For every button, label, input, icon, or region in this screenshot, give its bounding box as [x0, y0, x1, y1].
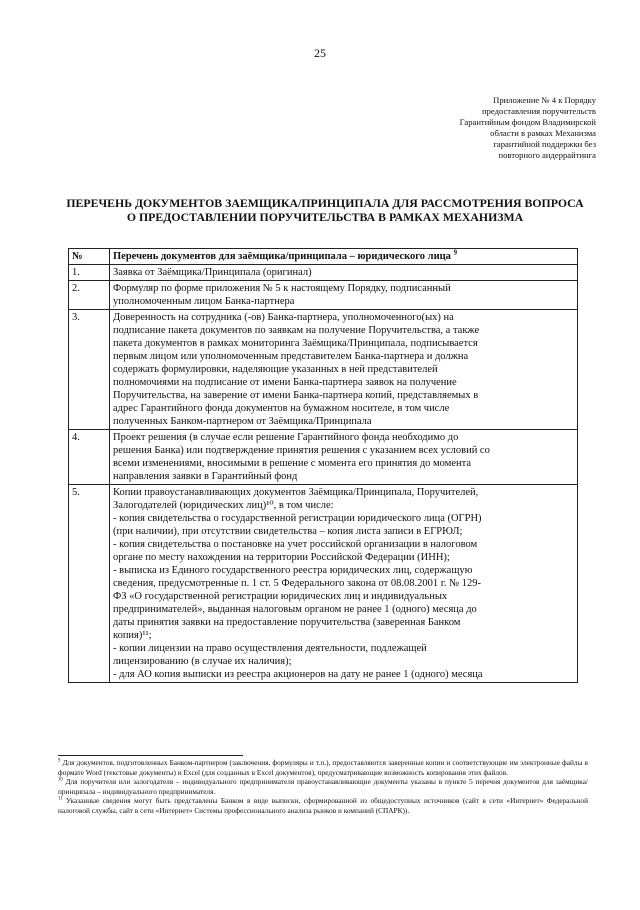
row-text: [110, 265, 578, 281]
table-row: [69, 281, 578, 310]
document-title: [50, 196, 600, 224]
footnote-list: [58, 758, 588, 815]
row-text-line: (при наличии), при отсутствии свидетельства – копия листа записи в ЕГРЮЛ;: [113, 526, 463, 537]
row-number: 1.: [69, 265, 110, 281]
row-text: [110, 281, 578, 310]
document-title-line-1: ПЕРЕЧЕНЬ ДОКУМЕНТОВ ЗАЕМЩИКА/ПРИНЦИПАЛА ДЛЯ РАССМОТРЕНИЯ ВОПРОСА: [66, 196, 584, 210]
row-text-line: адрес Гарантийного фонда документов на бумажном носителе, в том числе: [113, 403, 450, 414]
footnote-mark: 9: [58, 758, 61, 764]
row-number: 4.: [69, 430, 110, 485]
footnote-mark: 11: [58, 796, 63, 802]
row-text-line: сведения, предусмотренные п. 1 ст. 5 Федерального закона от 08.08.2001 г. № 129-: [113, 578, 481, 589]
row-text-line: лицензированию (в случае их наличия);: [113, 656, 292, 667]
footnote: [58, 796, 588, 815]
row-text-line: направления заявки в Гарантийный фонд: [113, 471, 298, 482]
row-text-line: - копии лицензии на право осуществления деятельности, подлежащей: [113, 643, 427, 654]
header-title-text: Перечень документов для заёмщика/принципала – юридического лица: [113, 251, 451, 262]
row-text-line: Доверенность на сотрудника (-ов) Банка-партнера, уполномоченного(ых) на: [113, 312, 454, 323]
row-text-line: полученных Банком-партнером от Заёмщика/Принципала: [113, 416, 372, 427]
table-row: [69, 265, 578, 281]
footnotes: [58, 755, 588, 815]
row-text-line: уполномоченным лицом Банка-партнера: [113, 296, 295, 307]
table-row: [69, 310, 578, 430]
footnote: [58, 777, 588, 796]
table-row: [69, 485, 578, 683]
row-text-line: первым лицом или уполномоченным представителем Банка-партнера и должна: [113, 351, 469, 362]
footnote: [58, 758, 588, 777]
row-text-line: предпринимателей», выданная налоговым органом не ранее 1 (одного) месяца до: [113, 604, 477, 615]
row-number: 5.: [69, 485, 110, 683]
row-text-line: подписание пакета документов по заявкам на получение Поручительства, а также: [113, 325, 480, 336]
row-text-line: Копии правоустанавливающих документов Заёмщика/Принципала, Поручителей,: [113, 487, 479, 498]
footnote-text: Для поручителя или залогодателя – индивидуального предпринимателя правоустанавливающие документы указаны в пункте 5 перечня документов для заёмщика/принципала – индивидуального предпринимателя.: [58, 777, 588, 796]
footnote-text: Для документов, подготовленных Банком-партнером (заключения, формуляры и т.п.), предоставляются заверенные копии и соответствующие им электронные файлы в формате Word (текстовые документы) и Excel (для созданных в Excel документов), предусматривающие возможность копирования этих файлов.: [58, 758, 588, 777]
row-text-line: органе по месту нахождения на территории Российской Федерации (ИНН);: [113, 552, 450, 563]
row-text-line: Залогодателей (юридических лиц)¹⁰, в том числе:: [113, 500, 334, 511]
page-number: 25: [314, 46, 326, 60]
row-text-line: полномочиями на подписание от имени Банка-партнера заявок на получение: [113, 377, 457, 388]
row-text-line: - выписка из Единого государственного реестра юридических лиц, содержащую: [113, 565, 473, 576]
footnote-mark: 10: [58, 777, 63, 783]
row-text-line: Формуляр по форме приложения № 5 к настоящему Порядку, подписанный: [113, 283, 451, 294]
appendix-note: [406, 95, 596, 161]
row-text-line: Проект решения (в случае если решение Гарантийного фонда необходимо до: [113, 432, 459, 443]
header-title: [110, 249, 578, 265]
appendix-line: предоставления поручительств: [481, 106, 596, 116]
row-text: [110, 430, 578, 485]
table-body: [69, 265, 578, 683]
row-text-line: пакета документов в рамках мониторинга Заёмщика/Принципала, подписывается: [113, 338, 478, 349]
row-text-line: содержать формулировки, наделяющие указанных в ней представителей: [113, 364, 438, 375]
table-row: [69, 430, 578, 485]
row-number: 3.: [69, 310, 110, 430]
header-number: №: [69, 249, 110, 265]
row-text-line: даты принятия заявки на предоставление поручительства (заверенная Банком: [113, 617, 461, 628]
row-number: 2.: [69, 281, 110, 310]
row-text-line: ФЗ «О государственной регистрации юридических лиц и индивидуальных: [113, 591, 448, 602]
row-text: [110, 485, 578, 683]
row-text-line: Поручительства, на заверение от имени Банка-партнера копий, представляемых в: [113, 390, 479, 401]
appendix-line: гарантийной поддержки без: [493, 139, 596, 149]
documents-table: [68, 248, 578, 683]
row-text-line: - копия свидетельства о государственной регистрации юридического лица (ОГРН): [113, 513, 482, 524]
row-text-line: Заявка от Заёмщика/Принципала (оригинал): [113, 267, 312, 278]
row-text: [110, 310, 578, 430]
table-header-row: [69, 249, 578, 265]
appendix-line: Приложение № 4 к Порядку: [493, 95, 596, 105]
row-text-line: - для АО копия выписки из реестра акционеров на дату не ранее 1 (одного) месяца: [113, 669, 483, 680]
row-text-line: - копия свидетельства о постановке на учет российской организации в налоговом: [113, 539, 478, 550]
footnote-divider: [58, 755, 243, 756]
footnote-ref: 9: [453, 249, 457, 257]
document-title-line-2: О ПРЕДОСТАВЛЕНИИ ПОРУЧИТЕЛЬСТВА В РАМКАХ МЕХАНИЗМА: [126, 210, 524, 224]
appendix-line: области в рамках Механизма: [490, 128, 596, 138]
footnote-text: Указанные сведения могут быть представлены Банком в виде выписки, сформированной из общедоступных источников (сайт в сети «Интернет» Федеральной налоговой службы, сайт в сети «Интернет» Системы профессионального анализа рынков и компаний (СПАРК)).: [58, 796, 588, 815]
appendix-line: Гарантийным фондом Владимирской: [459, 117, 596, 127]
row-text-line: всеми изменениями, вносимыми в решение с момента его принятия до момента: [113, 458, 472, 469]
row-text-line: решения Банка) или подтверждение принятия решения с указанием всех условий со: [113, 445, 490, 456]
appendix-line: повторного андеррайтинга: [498, 150, 596, 160]
row-text-line: копия)¹¹;: [113, 630, 152, 641]
